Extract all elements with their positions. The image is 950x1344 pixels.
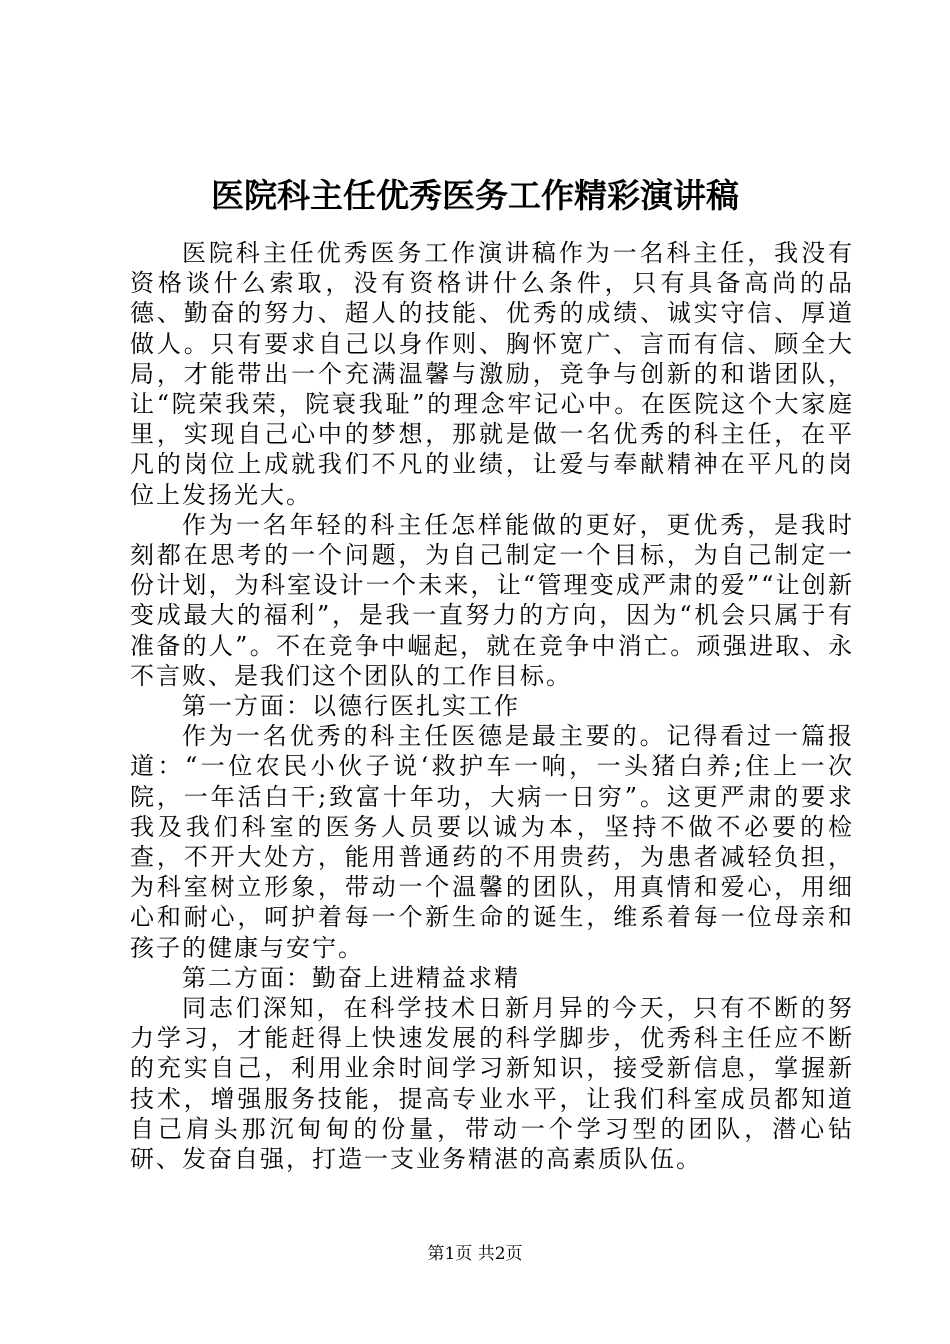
paragraph-2: 作为一名年轻的科主任怎样能做的更好，更优秀，是我时刻都在思考的一个问题，为自己制定一个目标，为自己制定一份计划，为科室设计一个未来，让“管理变成严肃的爱”“让创新变成最大的福利”，是我一直努力的方向，因为“机会只属于有准备的人”。不在竞争中崛起，就在竞争中消亡。顽强进取、永不言败、是我们这个团队的工作目标。: [130, 510, 854, 690]
section-heading-1: 第一方面：以德行医扎实工作: [182, 692, 520, 721]
paragraph-1: 医院科主任优秀医务工作演讲稿作为一名科主任，我没有资格谈什么索取，没有资格讲什么条件，只有具备高尚的品德、勤奋的努力、超人的技能、优秀的成绩、诚实守信、厚道做人。只有要求自己以身作则、胸怀宽广、言而有信、顾全大局，才能带出一个充满温馨与激励，竞争与创新的和谐团队，让“院荣我荣，院衰我耻”的理念牢记心中。在医院这个大家庭里，实现自己心中的梦想，那就是做一名优秀的科主任，在平凡的岗位上成就我们不凡的业绩，让爱与奉献精神在平凡的岗位上发扬光大。: [130, 239, 854, 509]
document-body: [130, 238, 854, 1174]
paragraph-4: 同志们深知，在科学技术日新月异的今天，只有不断的努力学习，才能赶得上快速发展的科学脚步，优秀科主任应不断的充实自己，利用业余时间学习新知识，接受新信息，掌握新技术，增强服务技能，提高专业水平，让我们科室成员都知道自己肩头那沉甸甸的份量，带动一个学习型的团队，潜心钻研、发奋自强，打造一支业务精湛的高素质队伍。: [130, 994, 854, 1174]
paragraph-3: 作为一名优秀的科主任医德是最主要的。记得看过一篇报道：“一位农民小伙子说‘救护车一响，一头猪白养;住上一次院，一年活白干;致富十年功，大病一日穷”。这更严肃的要求我及我们科室的医务人员要以诚为本，坚持不做不必要的检查，不开大处方，能用普通药的不用贵药，为患者减轻负担，为科室树立形象，带动一个温馨的团队，用真情和爱心，用细心和耐心，呵护着每一个新生命的诞生，维系着每一位母亲和孩子的健康与安宁。: [130, 722, 854, 962]
document-title: 医院科主任优秀医务工作精彩演讲稿: [211, 176, 739, 215]
section-heading-2: 第二方面：勤奋上进精益求精: [182, 963, 520, 992]
page-footer: 第1页 共2页: [427, 1244, 523, 1264]
